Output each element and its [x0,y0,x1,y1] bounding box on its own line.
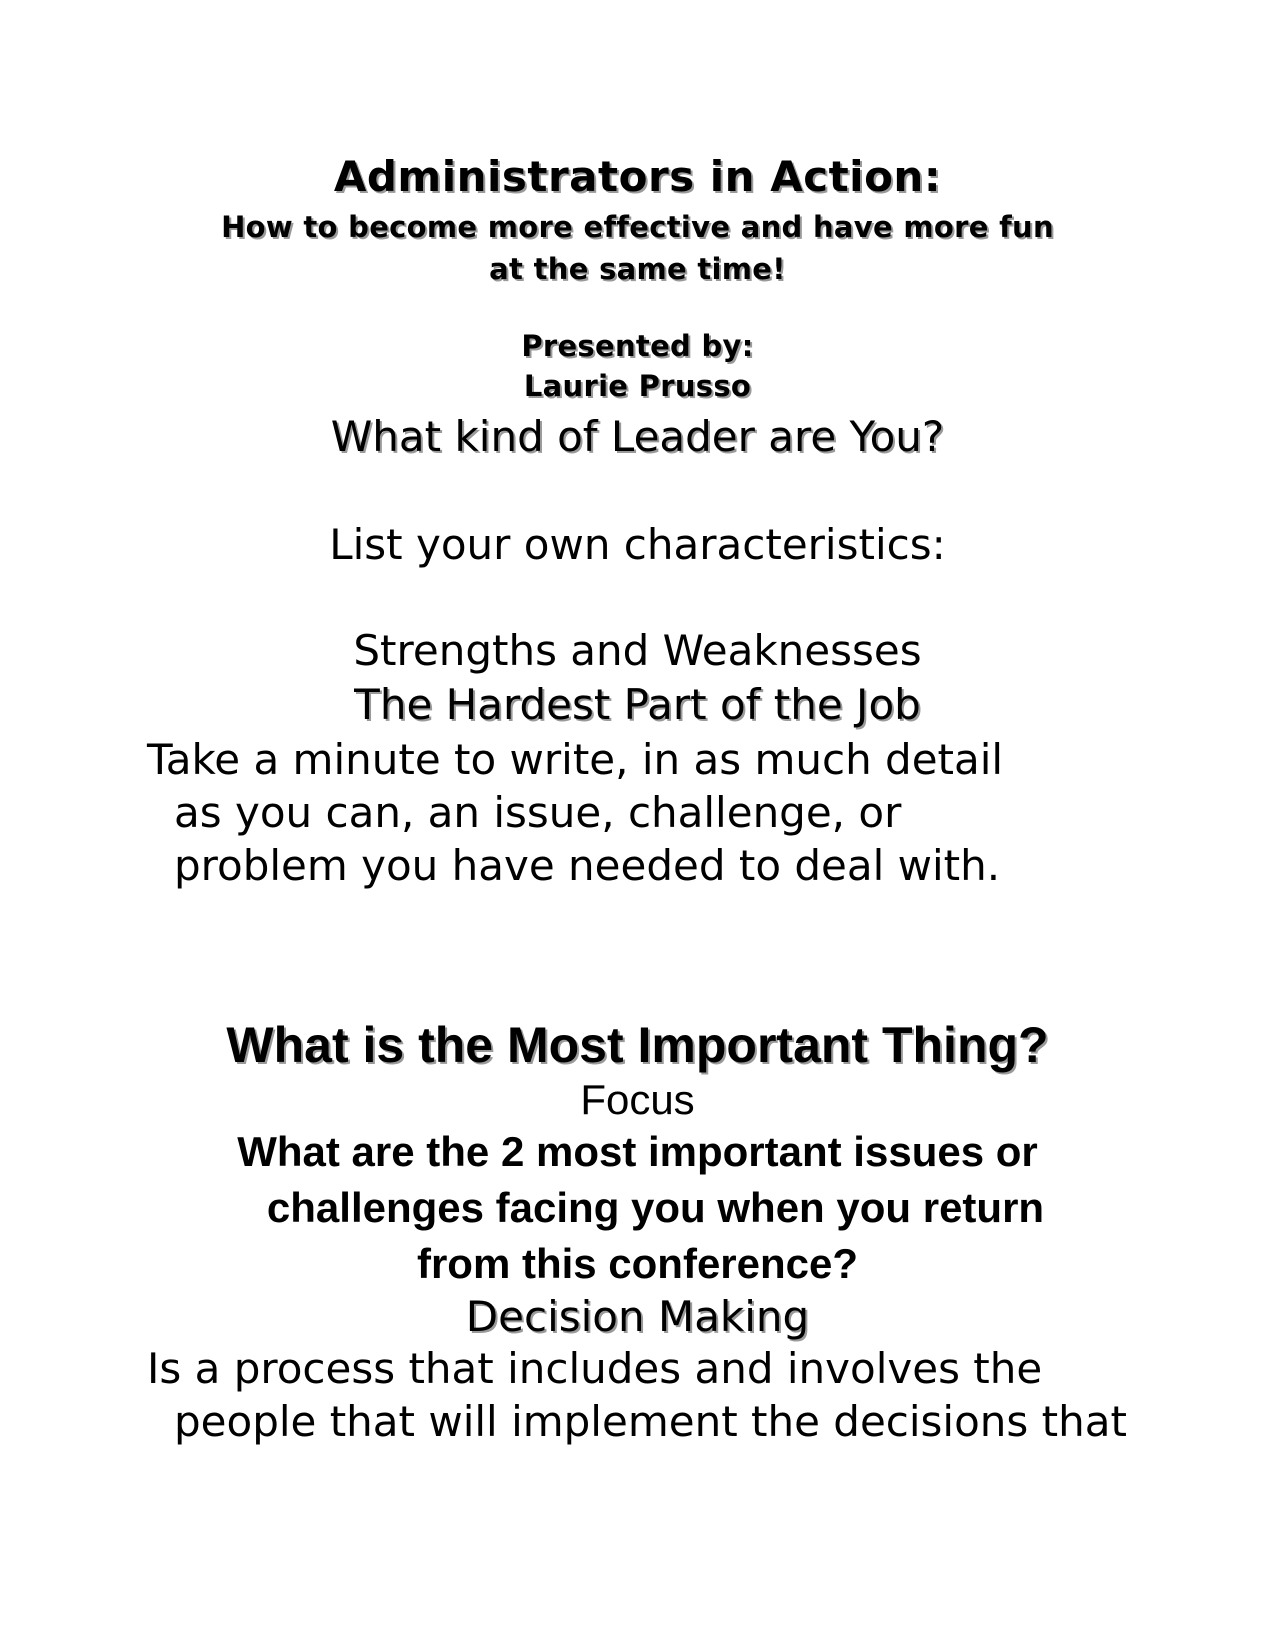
hardest-part-heading: The Hardest Part of the Job [354,680,921,729]
leader-heading: What kind of Leader are You? [330,412,945,461]
most-important-heading: What is the Most Important Thing? [226,1017,1049,1073]
focus-question-line1: What are the 2 most important issues or [237,1128,1038,1175]
document-subtitle-line2: at the same time! [489,252,786,286]
decision-making-heading: Decision Making [465,1292,810,1341]
document-title: Administrators in Action: [333,152,942,201]
hardest-part-body-line1: Take a minute to write, in as much detail [147,735,1004,784]
presented-by-label: Presented by: [521,329,754,363]
focus-subheading: Focus [580,1076,695,1123]
hardest-part-body-line3: problem you have needed to deal with. [174,841,1001,890]
characteristics-prompt: List your own characteristics: [329,520,946,569]
decision-making-body-line1: Is a process that includes and involves the [147,1344,1043,1393]
decision-making-body-line2: people that will implement the decisions that [174,1397,1127,1446]
focus-question-line2: challenges facing you when you return [266,1184,1045,1231]
strengths-weaknesses-subheading: Strengths and Weaknesses [353,626,922,675]
hardest-part-body-line2: as you can, an issue, challenge, or [174,788,902,837]
presenter-name: Laurie Prusso [523,369,752,403]
focus-question-line3: from this conference? [416,1240,859,1287]
document-subtitle-line1: How to become more effective and have more fun [221,210,1054,244]
